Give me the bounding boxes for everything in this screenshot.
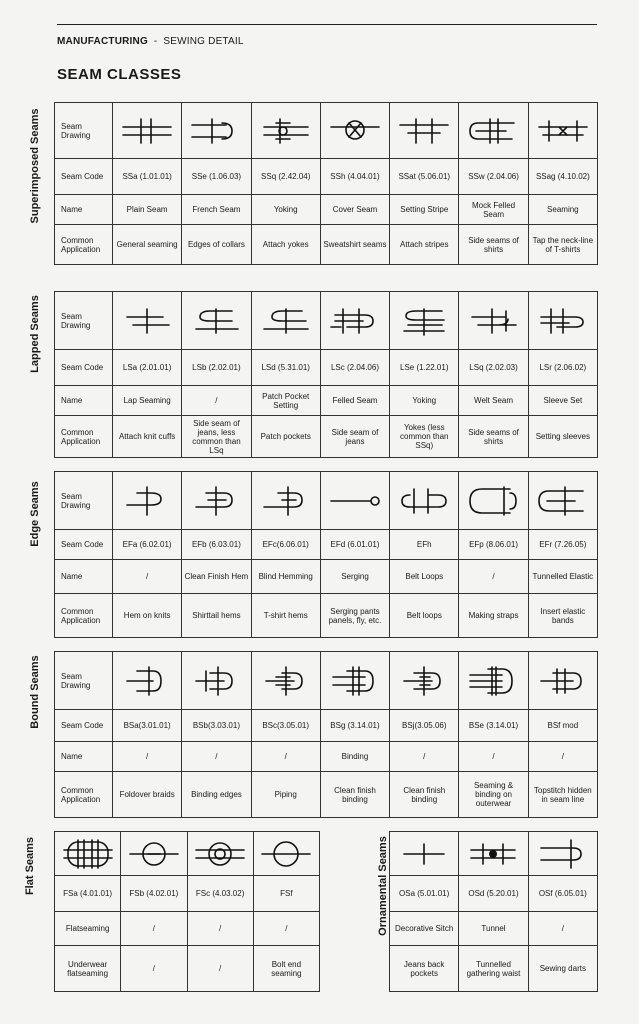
row-label-name: Name [55, 560, 113, 594]
seam-name: Seaming [528, 195, 597, 225]
seam-name: Lap Seaming [113, 386, 182, 416]
sleeve-set-icon [528, 292, 597, 350]
setting-stripe-icon [390, 103, 459, 159]
binding-g-icon [320, 652, 389, 710]
flat-seams-label: Flat Seams [24, 836, 36, 896]
seam-application: Hem on knits [113, 594, 182, 638]
seam-name: Flatseaming [55, 912, 121, 946]
seam-application: Side seams of shirts [459, 225, 528, 265]
row-label-name: Name [55, 386, 113, 416]
ornamental-seams-table [389, 831, 598, 992]
page-title: SEAM CLASSES [57, 66, 182, 83]
seam-code: BSb(3.03.01) [182, 710, 251, 742]
row-label-application: Common Application [55, 225, 113, 265]
flat-seam-b-icon [121, 832, 187, 876]
flat-seam-c-icon [187, 832, 253, 876]
flat-seams-table [54, 831, 320, 992]
seam-application: Topstitch hidden in seam line [528, 772, 597, 818]
seam-code: FSb (4.02.01) [121, 876, 187, 912]
seam-application: Tunnelled gathering waist [459, 946, 528, 992]
seam-name: Belt Loops [390, 560, 459, 594]
seam-application: Setting sleeves [528, 416, 597, 458]
seam-name: Patch Pocket Setting [251, 386, 320, 416]
seam-code: LSe (1.22.01) [390, 350, 459, 386]
seam-code: BSg (3.14.01) [320, 710, 389, 742]
seam-code: EFd (6.01.01) [320, 530, 389, 560]
seam-application: Side seam of jeans, less common than LSq [182, 416, 251, 458]
patch-pocket-seam-icon [251, 292, 320, 350]
lapped-seams-table [54, 291, 598, 458]
seam-application: Foldover braids [113, 772, 182, 818]
seam-code: SSh (4.04.01) [320, 159, 389, 195]
felled-seam-icon [320, 292, 389, 350]
seam-name: / [113, 742, 182, 772]
decorative-stitch-icon [390, 832, 459, 876]
row-label-name: Name [55, 742, 113, 772]
seam-code: SSag (4.10.02) [528, 159, 597, 195]
seam-name: Serging [320, 560, 389, 594]
row-label-name: Name [55, 195, 113, 225]
seam-name: Mock Felled Seam [459, 195, 528, 225]
seam-code: LSa (2.01.01) [113, 350, 182, 386]
seam-name: Cover Seam [320, 195, 389, 225]
seam-name: Clean Finish Hem [182, 560, 251, 594]
seam-code: EFc(6.06.01) [251, 530, 320, 560]
seam-application: Serging pants panels, fly, etc. [320, 594, 389, 638]
seam-application: Tap the neck-line of T-shirts [528, 225, 597, 265]
seam-code: LSd (5.31.01) [251, 350, 320, 386]
seam-application: Side seam of jeans [320, 416, 389, 458]
page-header [57, 36, 244, 47]
seam-application: T-shirt hems [251, 594, 320, 638]
row-label-application: Common Application [55, 772, 113, 818]
lapped-seams-label: Lapped Seams [29, 295, 41, 373]
clean-finish-hem-icon [182, 472, 251, 530]
edge-seams-label: Edge Seams [29, 481, 41, 547]
seam-name: Felled Seam [320, 386, 389, 416]
superimposed-seams-label: Superimposed Seams [29, 108, 41, 224]
seam-code: LSc (2.04.06) [320, 350, 389, 386]
seam-application: Sweatshirt seams [320, 225, 389, 265]
blind-hem-icon [251, 472, 320, 530]
seam-code: EFr (7.26.05) [528, 530, 597, 560]
bound-seams-table [54, 651, 598, 818]
binding-e-icon [459, 652, 528, 710]
header-separator: - [153, 36, 158, 47]
seam-application: Making straps [459, 594, 528, 638]
cover-seam-icon [320, 103, 389, 159]
seam-code: LSq (2.02.03) [459, 350, 528, 386]
seam-application: Attach knit cuffs [113, 416, 182, 458]
seam-code: LSb (2.02.01) [182, 350, 251, 386]
row-label-code: Seam Code [55, 159, 113, 195]
seam-application: Insert elastic bands [528, 594, 597, 638]
seam-application: / [187, 946, 253, 992]
seam-application: Seaming & binding on outerwear [459, 772, 528, 818]
seam-name: / [251, 742, 320, 772]
lapped-yoking-icon [390, 292, 459, 350]
row-label-drawing: Seam Drawing [55, 652, 113, 710]
strap-icon [459, 472, 528, 530]
seam-name: French Seam [182, 195, 251, 225]
row-label-drawing: Seam Drawing [55, 103, 113, 159]
edge-seams-table [54, 471, 598, 638]
edge-hem-icon [113, 472, 182, 530]
row-label-code: Seam Code [55, 530, 113, 560]
yoking-seam-icon [251, 103, 320, 159]
seam-code: EFa (6.02.01) [113, 530, 182, 560]
bolt-end-seam-icon [253, 832, 319, 876]
seam-application: Jeans back pockets [390, 946, 459, 992]
row-label-application: Common Application [55, 594, 113, 638]
seam-application: Patch pockets [251, 416, 320, 458]
seam-application: / [121, 946, 187, 992]
flatseam-icon [55, 832, 121, 876]
row-label-application: Common Application [55, 416, 113, 458]
binding-edge-icon [182, 652, 251, 710]
seam-application: Belt loops [390, 594, 459, 638]
seam-application: General seaming [113, 225, 182, 265]
seam-code: LSr (2.06.02) [528, 350, 597, 386]
seam-code: BSe (3.14.01) [459, 710, 528, 742]
seam-application: Attach yokes [251, 225, 320, 265]
serging-icon [320, 472, 389, 530]
seam-name: / [187, 912, 253, 946]
seam-name: Sleeve Set [528, 386, 597, 416]
french-seam-icon [182, 103, 251, 159]
seam-code: EFb (6.03.01) [182, 530, 251, 560]
seam-name: Welt Seam [459, 386, 528, 416]
dart-icon [528, 832, 597, 876]
row-label-code: Seam Code [55, 350, 113, 386]
seam-application: Binding edges [182, 772, 251, 818]
foldover-braid-icon [113, 652, 182, 710]
seam-name: / [459, 742, 528, 772]
seam-code: OSf (6.05.01) [528, 876, 597, 912]
seam-name: / [182, 742, 251, 772]
seam-code: BSj(3.05.06) [390, 710, 459, 742]
header-rule [57, 24, 597, 25]
superimposed-seams-table [54, 102, 598, 265]
seam-application: Edges of collars [182, 225, 251, 265]
seam-code: EFp (8.06.01) [459, 530, 528, 560]
seam-code: SSat (5.06.01) [390, 159, 459, 195]
seam-name: Blind Hemming [251, 560, 320, 594]
seam-code: FSc (4.03.02) [187, 876, 253, 912]
seam-application: Sewing darts [528, 946, 597, 992]
seam-name: / [121, 912, 187, 946]
seam-application: Side seams of shirts [459, 416, 528, 458]
seam-name: Tunnelled Elastic [528, 560, 597, 594]
lapped-seam-b-icon [182, 292, 251, 350]
belt-loop-icon [390, 472, 459, 530]
seam-name: Yoking [390, 386, 459, 416]
seaming-icon [528, 103, 597, 159]
seam-application: Clean finish binding [320, 772, 389, 818]
piping-icon [251, 652, 320, 710]
row-label-drawing: Seam Drawing [55, 292, 113, 350]
tunnelled-elastic-icon [528, 472, 597, 530]
seam-name: / [253, 912, 319, 946]
seam-code: SSw (2.04.06) [459, 159, 528, 195]
seam-application: Attach stripes [390, 225, 459, 265]
seam-code: BSc(3.05.01) [251, 710, 320, 742]
seam-name: Plain Seam [113, 195, 182, 225]
seam-name: Binding [320, 742, 389, 772]
seam-name: / [113, 560, 182, 594]
seam-code: FSa (4.01.01) [55, 876, 121, 912]
seam-name: / [182, 386, 251, 416]
seam-name: / [390, 742, 459, 772]
plain-seam-icon [113, 103, 182, 159]
header-section: MANUFACTURING [57, 36, 148, 47]
binding-f-icon [528, 652, 597, 710]
seam-code: OSa (5.01.01) [390, 876, 459, 912]
seam-name: Yoking [251, 195, 320, 225]
welt-seam-icon [459, 292, 528, 350]
header-subsection: SEWING DETAIL [163, 36, 244, 47]
seam-code: OSd (5.20.01) [459, 876, 528, 912]
bound-seams-label: Bound Seams [29, 655, 41, 729]
seam-name: Tunnel [459, 912, 528, 946]
tunnel-icon [459, 832, 528, 876]
seam-code: SSq (2.42.04) [251, 159, 320, 195]
seam-application: Clean finish binding [390, 772, 459, 818]
seam-code: SSe (1.06.03) [182, 159, 251, 195]
row-label-code: Seam Code [55, 710, 113, 742]
seam-application: Underwear flatseaming [55, 946, 121, 992]
seam-application: Bolt end seaming [253, 946, 319, 992]
mock-felled-seam-icon [459, 103, 528, 159]
lap-seam-icon [113, 292, 182, 350]
seam-application: Piping [251, 772, 320, 818]
ornamental-seams-label: Ornamental Seams [377, 836, 389, 936]
seam-code: FSf [253, 876, 319, 912]
seam-name: / [528, 742, 597, 772]
seam-name: Setting Stripe [390, 195, 459, 225]
seam-application: Shirttail hems [182, 594, 251, 638]
seam-name: / [528, 912, 597, 946]
binding-j-icon [390, 652, 459, 710]
seam-code: BSf mod [528, 710, 597, 742]
seam-code: BSa(3.01.01) [113, 710, 182, 742]
seam-name: Decorative Sitch [390, 912, 459, 946]
seam-name: / [459, 560, 528, 594]
row-label-drawing: Seam Drawing [55, 472, 113, 530]
seam-application: Yokes (less common than SSq) [390, 416, 459, 458]
seam-code: EFh [390, 530, 459, 560]
seam-code: SSa (1.01.01) [113, 159, 182, 195]
